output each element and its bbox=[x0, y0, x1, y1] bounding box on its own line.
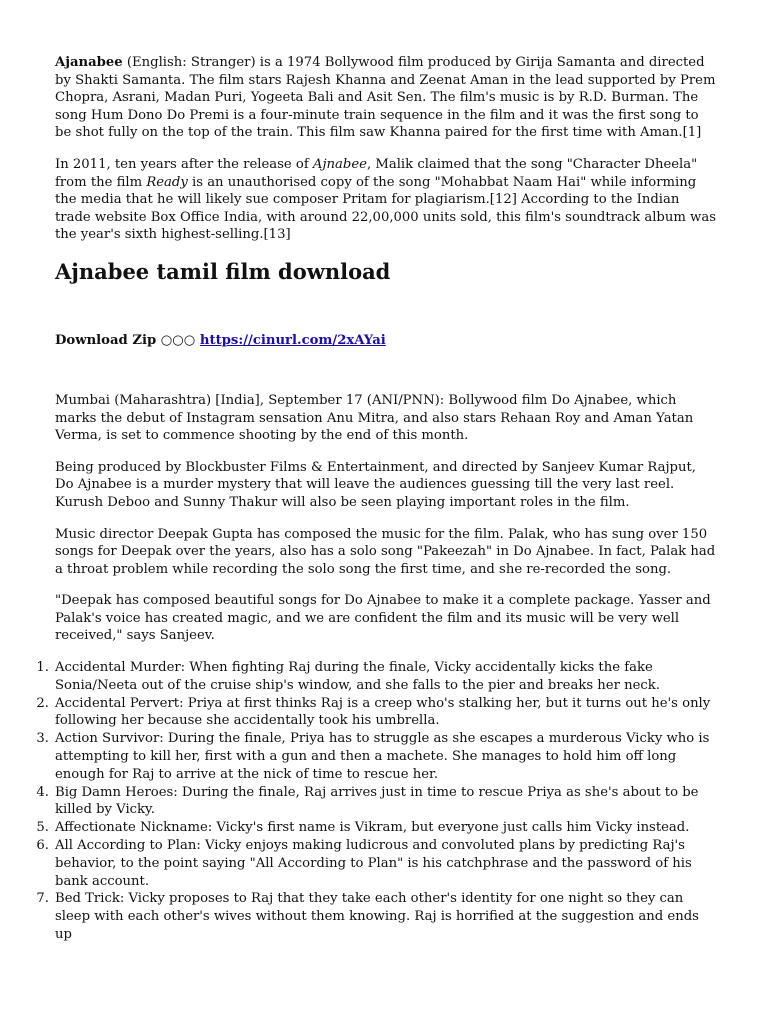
intro-paragraph-1-text: (English: Stranger) is a 1974 Bollywood film produced by Girija Samanta and directed by Shakti Samanta. The film stars Rajesh Khanna and Zeenat Aman in the lead supported by Prem Chopra, Asrani, Madan Puri, Yogeeta Bali and Asit Sen. The film's music is by R.D. Burman. The song Hum Dono Do Premi is a four-minute train sequence in the film and it was the first song to be shot fully on the top of the train. This film saw Khanna paired for the first time with Aman.[1] bbox=[55, 55, 716, 141]
list-item-number: 6. bbox=[36, 838, 49, 854]
intro-paragraph-2-text-a: In 2011, ten years after the release of bbox=[55, 156, 313, 172]
intro-paragraph-2 bbox=[55, 156, 717, 244]
list-item-text: Action Survivor: During the finale, Priya has to struggle as she escapes a murderous Vicky who is attempting to kill her, first with a gun and then a machete. She manages to hold him off long enough for Raj to arrive at the nick of time to rescue her. bbox=[55, 731, 710, 782]
body-paragraph-2: Being produced by Blockbuster Films & Entertainment, and directed by Sanjeev Kumar Rajput, Do Ajnabee is a murder mystery that will leave the audiences guessing till the very last reel. Kurush Deboo and Sunny Thakur will also be seen playing important roles in the film. bbox=[55, 459, 696, 510]
list-item-text: All According to Plan: Vicky enjoys making ludicrous and convoluted plans by predicting Raj's behavior, to the point saying "All According to Plan" is his catchphrase and the password of his bank account. bbox=[55, 838, 692, 889]
download-line bbox=[55, 332, 717, 350]
list-item-number: 7. bbox=[36, 891, 49, 907]
list-item-text: Big Damn Heroes: During the finale, Raj arrives just in time to rescue Priya as she's about to be killed by Vicky. bbox=[55, 784, 699, 818]
list-item bbox=[36, 890, 717, 943]
download-glyphs: ○○○ bbox=[160, 332, 196, 348]
list-item-text: Accidental Pervert: Priya at first thinks Raj is a creep who's stalking her, but it turns out he's only following her because she accidentally took his umbrella. bbox=[55, 695, 711, 729]
trope-list bbox=[36, 659, 717, 944]
film-title-bold: Ajanabee bbox=[55, 55, 123, 70]
body-paragraph-4: "Deepak has composed beautiful songs for Do Ajnabee to make it a complete package. Yasser and Palak's voice has created magic, and we are confident the film and its music will be very well received," says Sanjeev. bbox=[55, 593, 711, 644]
list-item-text: Bed Trick: Vicky proposes to Raj that they take each other's identity for one night so they can sleep with each other's wives without them knowing. Raj is horrified at the suggestion and ends up bbox=[55, 891, 699, 943]
list-item-text: Accidental Murder: When fighting Raj during the finale, Vicky accidentally kicks the fake Sonia/Neeta out of the cruise ship's window, and she falls to the pier and breaks her neck. bbox=[55, 660, 660, 693]
list-item bbox=[36, 730, 717, 783]
intro-italic-ready: Ready bbox=[146, 174, 188, 190]
list-item-number: 3. bbox=[36, 731, 49, 747]
body-paragraph-3: Music director Deepak Gupta has composed the music for the film. Palak, who has sung over 150 songs for Deepak over the years, also has a solo song "Pakeezah" in Do Ajnabee. In fact, Palak had a throat problem while recording the solo song the first time, and she re-recorded the song. bbox=[55, 526, 716, 577]
download-label: Download Zip bbox=[55, 332, 157, 348]
intro-paragraph-2-text-c: is an unauthorised copy of the song "Mohabbat Naam Hai" while informing the media that he will likely sue composer Pritam for plagiarism.[12] According to the Indian trade website Box Office India, with around 22,00,000 units sold, this film's soundtrack album was the year's sixth highest-selling.[13] bbox=[55, 174, 716, 243]
intro-paragraph-1 bbox=[55, 54, 717, 142]
page-heading: Ajnabee tamil film download bbox=[55, 258, 391, 284]
intro-italic-ajnabee: Ajnabee bbox=[312, 156, 367, 172]
list-item bbox=[36, 659, 717, 695]
list-item bbox=[36, 837, 717, 890]
list-item bbox=[36, 784, 717, 820]
list-item-number: 4. bbox=[36, 784, 49, 800]
spacer bbox=[55, 350, 717, 392]
list-item-number: 5. bbox=[36, 820, 49, 836]
document-content bbox=[36, 54, 717, 944]
download-link[interactable]: https://cinurl.com/2xAYai bbox=[199, 332, 386, 348]
body-paragraph-1: Mumbai (Maharashtra) [India], September 17 (ANI/PNN): Bollywood film Do Ajnabee, which marks the debut of Instagram sensation Anu Mitra, and also stars Rehaan Roy and Aman Yatan Verma, is set to commence shooting by the end of this month. bbox=[55, 392, 694, 444]
intro-paragraph-2-text-b: , Malik claimed that the song "Character Dheela" from the film bbox=[55, 156, 698, 190]
list-item bbox=[36, 819, 717, 837]
list-item-text: Affectionate Nickname: Vicky's first name is Vikram, but everyone just calls him Vicky instead. bbox=[55, 820, 690, 836]
list-item bbox=[36, 695, 717, 731]
list-item-number: 2. bbox=[36, 695, 49, 711]
list-item-number: 1. bbox=[36, 660, 49, 676]
